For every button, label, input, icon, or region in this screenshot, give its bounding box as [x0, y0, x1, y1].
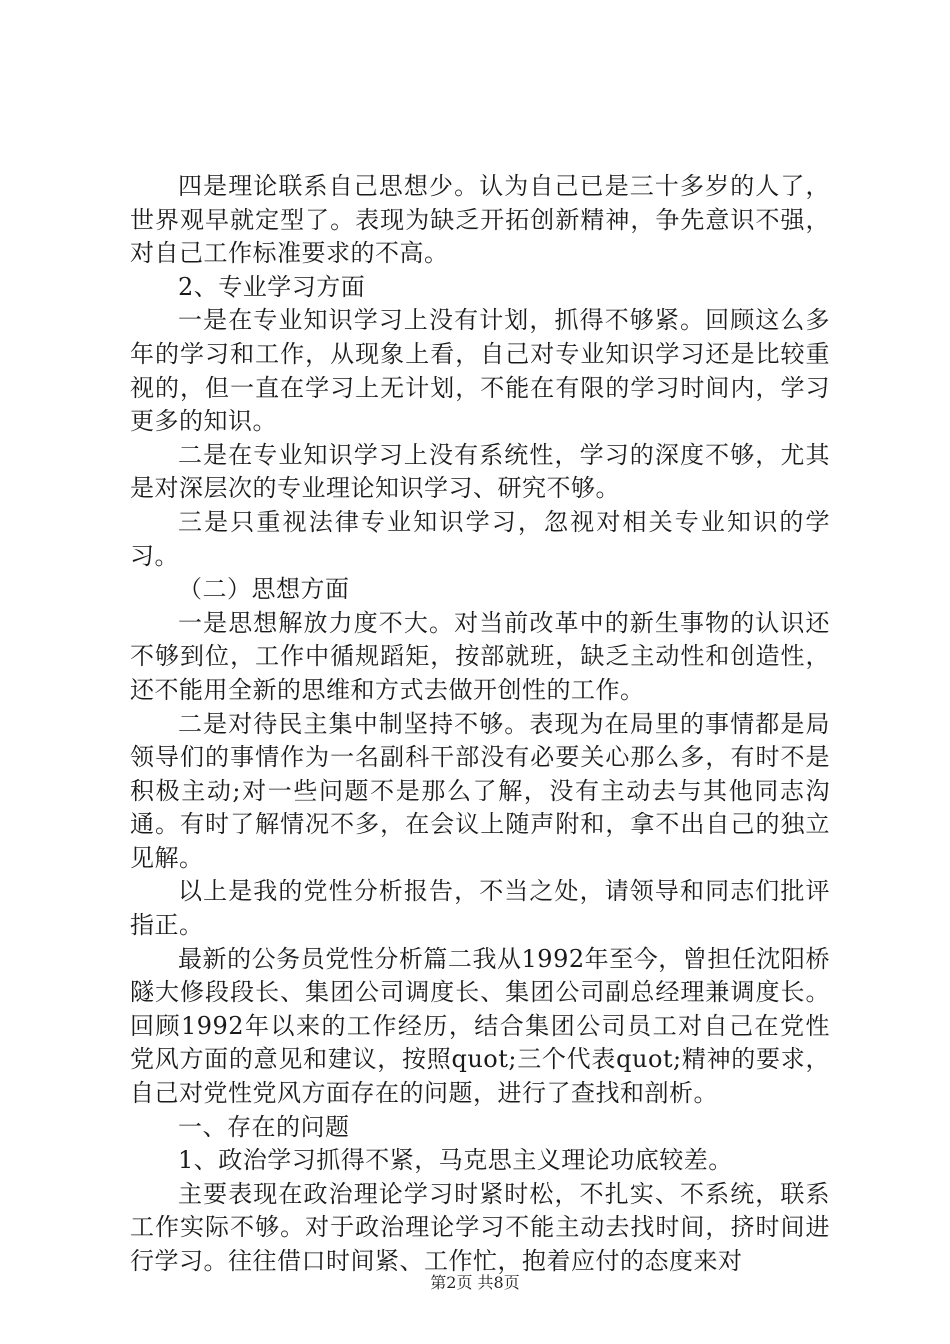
- heading-political-study: 1、政治学习抓得不紧，马克思主义理论功底较差。: [178, 1146, 733, 1175]
- heading-existing-problems: 一、存在的问题: [178, 1112, 350, 1141]
- heading-thinking: （二）思想方面: [178, 575, 350, 604]
- paragraph-law-only: 三是只重视法律专业知识学习，忽视对相关专业知识的学习。: [130, 507, 830, 570]
- document-body: [130, 170, 830, 1279]
- paragraph-conclusion: 以上是我的党性分析报告，不当之处，请领导和同志们批评指正。: [130, 877, 830, 940]
- paragraph-article-two-intro: 最新的公务员党性分析篇二我从1992年至今，曾担任沈阳桥隧大修段段长、集团公司调度长、集团公司副总经理兼调度长。回顾1992年以来的工作经历，结合集团公司员工对自己在党性党风方面的意见和建议，按照quot;三个代表quot;精神的要求，自己对党性党风方面存在的问题，进行了查找和剖析。: [130, 944, 830, 1108]
- paragraph-democratic-centralism: 二是对待民主集中制坚持不够。表现为在局里的事情都是局领导们的事情作为一名副科干部没有必要关心那么多，有时不是积极主动;对一些问题不是那么了解，没有主动去与其他同志沟通。有时了解情况不多，在会议上随声附和，拿不出自己的独立见解。: [130, 709, 830, 872]
- heading-professional-study: 2、专业学习方面: [178, 272, 366, 301]
- page-number: 第2页 共8页: [430, 1273, 520, 1292]
- paragraph-no-plan: 一是在专业知识学习上没有计划，抓得不够紧。回顾这么多年的学习和工作，从现象上看，自己对专业知识学习还是比较重视的，但一直在学习上无计划，不能在有限的学习时间内，学习更多的知识。: [130, 306, 830, 436]
- paragraph-no-system: 二是在专业知识学习上没有系统性，学习的深度不够，尤其是对深层次的专业理论知识学习、研究不够。: [130, 440, 830, 503]
- paragraph-main-performance: 主要表现在政治理论学习时紧时松，不扎实、不系统，联系工作实际不够。对于政治理论学习不能主动去找时间，挤时间进行学习。往往借口时间紧、工作忙，抱着应付的态度来对: [130, 1179, 830, 1275]
- paragraph-theory-practice: 四是理论联系自己思想少。认为自己已是三十多岁的人了，世界观早就定型了。表现为缺乏开拓创新精神，争先意识不强，对自己工作标准要求的不高。: [130, 172, 830, 268]
- page-footer: [0, 1273, 950, 1293]
- paragraph-liberation: 一是思想解放力度不大。对当前改革中的新生事物的认识还不够到位，工作中循规蹈矩，按部就班，缺乏主动性和创造性，还不能用全新的思维和方式去做开创性的工作。: [130, 608, 830, 704]
